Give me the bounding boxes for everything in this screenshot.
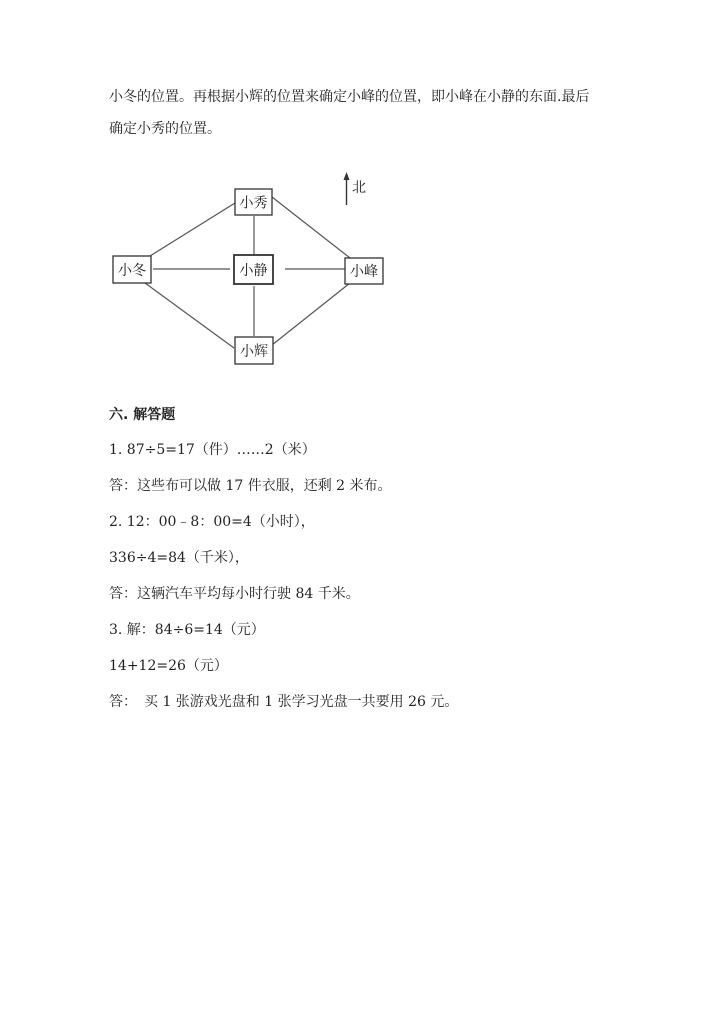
node-xiaoxiu [235, 189, 272, 215]
north-label: 北 [352, 180, 366, 196]
q2-answer: 答：这辆汽车平均每小时行驶 84 千米。 [109, 586, 360, 602]
intro-text-line-1: 小冬的位置。再根据小辉的位置来确定小峰的位置，即小峰在小静的东面.最后 [109, 89, 590, 105]
edge-xiu-feng [272, 197, 350, 258]
node-label: 小秀 [239, 195, 268, 212]
q2-calculation-1: 2. 12：00﹣8：00=4（小时）， [109, 514, 315, 530]
node-label: 小冬 [118, 263, 146, 279]
intro-text-line-2: 确定小秀的位置。 [109, 121, 221, 137]
node-label: 小静 [239, 263, 268, 279]
q1-answer: 答：这些布可以做 17 件衣服，还剩 2 米布。 [109, 478, 392, 494]
node-label: 小峰 [350, 264, 378, 280]
node-xiaojing [234, 255, 273, 284]
q2-calculation-2: 336÷4=84（千米）， [109, 550, 249, 566]
q3-calculation-1: 3. 解：84÷6=14（元） [109, 622, 265, 638]
node-xiaofeng [345, 258, 383, 284]
q3-answer: 答： 买 1 张游戏光盘和 1 张学习光盘一共要用 26 元。 [109, 694, 459, 710]
q3-calculation-2: 14+12=26（元） [109, 658, 228, 674]
edge-xiu-dong [150, 203, 235, 256]
node-xiaohui [235, 337, 273, 364]
north-arrow-icon [344, 172, 350, 205]
node-label: 小辉 [240, 344, 268, 360]
node-xiaodong [113, 256, 151, 283]
edge-dong-hui [145, 283, 234, 348]
edge-feng-hui [272, 283, 350, 345]
q1-calculation: 1. 87÷5=17（件）……2（米） [109, 442, 316, 458]
position-diagram [0, 0, 720, 380]
section-title: 六. 解答题 [109, 407, 176, 423]
